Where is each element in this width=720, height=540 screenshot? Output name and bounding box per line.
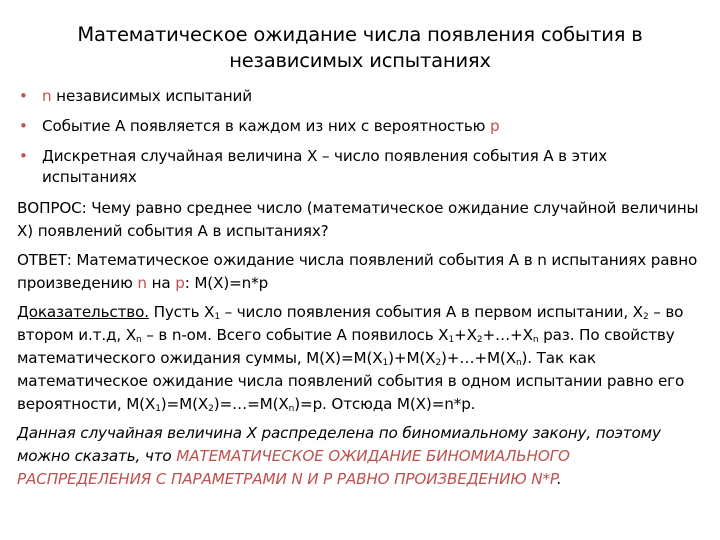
var-p: p: [490, 117, 500, 135]
answer-paragraph: [17, 249, 706, 295]
bullet-text: Событие А появляется в каждом из них с вероятностью: [42, 117, 490, 135]
bullet-event-probability: [17, 116, 706, 137]
subscript: n: [532, 335, 539, 345]
bullet-random-variable: [17, 146, 706, 188]
subscript: n: [515, 358, 522, 368]
proof-label: Доказательство.: [17, 303, 149, 321]
proof-text: )+…+М(Х: [441, 349, 516, 367]
proof-text: – число появления события А в первом испытании, Х: [219, 303, 643, 321]
subscript: 1: [382, 358, 389, 368]
answer-text: ОТВЕТ: Математическое ожидание числа появлений события А в n испытаниях равно произведению: [17, 251, 698, 292]
subscript: 2: [435, 358, 442, 368]
answer-text: на: [146, 274, 176, 292]
proof-text: )=…=М(Х: [213, 395, 289, 413]
proof-text: +…+Х: [482, 326, 533, 344]
proof-text: раз. По свойству математического ожидания суммы, М(Х)=М(Х: [17, 326, 675, 367]
proof-paragraph: [17, 301, 706, 416]
var-n: n: [137, 274, 147, 292]
conclusion-text: Данная случайная величина Х распределена по биномиальному закону, поэтому можно сказать, что: [17, 424, 661, 465]
proof-text: +Х: [454, 326, 477, 344]
proof-text: )=М(Х: [160, 395, 209, 413]
subscript: n: [136, 335, 142, 345]
proof-text: ). Так как математическое ожидание числа появлений события в одном испытании равно его вероятности, М(Х: [17, 349, 685, 413]
slide-body: [17, 86, 706, 497]
subscript: 2: [208, 404, 214, 414]
var-p: p: [175, 274, 185, 292]
proof-text: )=р. Отсюда М(Х)=n*p.: [294, 395, 476, 413]
subscript: n: [288, 404, 295, 414]
subscript: 2: [642, 312, 649, 322]
bullet-text: Дискретная случайная величина Х – число появления события А в этих испытаниях: [42, 147, 608, 186]
bullet-list: [17, 86, 706, 188]
bullet-text: независимых испытаний: [51, 87, 252, 105]
subscript: 2: [476, 335, 483, 345]
proof-text: )+М(Х: [388, 349, 436, 367]
subscript: 1: [448, 335, 455, 345]
question-paragraph: ВОПРОС: Чему равно среднее число (математическое ожидание случайной величины Х) появлений события А в испытаниях?: [17, 199, 699, 240]
answer-formula: : М(Х)=n*p: [184, 274, 269, 292]
subscript: 1: [155, 404, 161, 414]
conclusion-end: .: [556, 470, 562, 488]
var-n: n: [42, 87, 52, 105]
proof-text: – в n-ом. Всего событие А появилось Х: [141, 326, 449, 344]
proof-text: – во втором и.т.д, Х: [17, 303, 684, 344]
subscript: 1: [214, 312, 220, 322]
slide-title: Математическое ожидание числа появления события в независимых испытаниях: [77, 23, 643, 72]
conclusion-highlight: МАТЕМАТИЧЕСКОЕ ОЖИДАНИЕ БИНОМИАЛЬНОГО РАСПРЕДЕЛЕНИЯ С ПАРАМЕТРАМИ N И P РАВНО ПРОИЗВЕДЕНИЮ N*P: [17, 447, 570, 488]
proof-text: Пусть Х: [148, 303, 215, 321]
bullet-n-trials: [17, 86, 706, 107]
conclusion-paragraph: [17, 422, 706, 491]
